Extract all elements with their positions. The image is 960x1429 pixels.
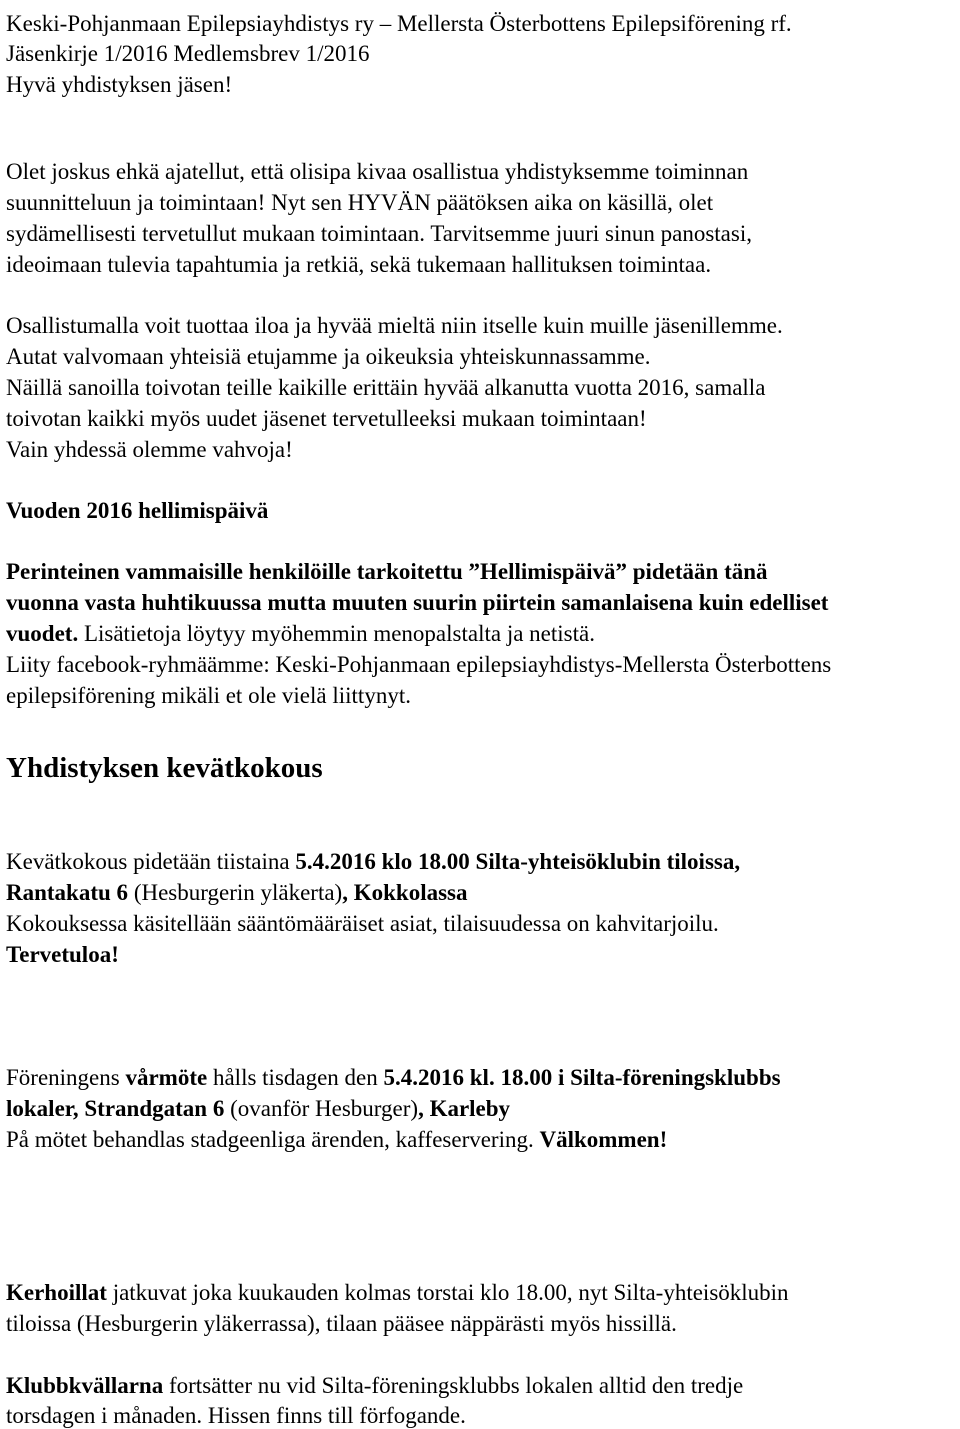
para2-line-4: toivotan kaikki myös uudet jäsenet tervetulleeksi mukaan toimintaan!: [6, 406, 647, 431]
varmote-word: vårmöte: [125, 1065, 208, 1090]
varmote-line-1: [6, 1066, 781, 1089]
kevatkokous-line-3: Kokouksessa käsitellään sääntömääräiset asiat, tilaisuudessa on kahvitarjoilu.: [6, 911, 719, 936]
varmote-city: , Karleby: [418, 1096, 511, 1121]
varmote-line-1-c: hålls tisdagen den: [207, 1065, 384, 1090]
para2-line-1: Osallistumalla voit tuottaa iloa ja hyvää mieltä niin itselle kuin muille jäsenillemme.: [6, 313, 783, 338]
kevatkokous-heading: Yhdistyksen kevätkokous: [6, 752, 323, 784]
issue-line: Jäsenkirje 1/2016 Medlemsbrev 1/2016: [6, 41, 370, 66]
klubbkvallarna-word: Klubbkvällarna: [6, 1373, 164, 1398]
intro-line-3: sydämellisesti tervetullut mukaan toimintaan. Tarvitsemme juuri sinun panostasi,: [6, 221, 752, 246]
kevatkokous-address: Rantakatu 6: [6, 880, 129, 905]
varmote-line-1-a: Föreningens: [6, 1065, 126, 1090]
kevatkokous-line-1: [6, 850, 740, 873]
varmote-line-2: [6, 1097, 510, 1120]
kerhoillat-line-1-b: jatkuvat joka kuukauden kolmas torstai klo 18.00, nyt Silta-yhteisöklubin: [106, 1280, 789, 1305]
intro-line-1: Olet joskus ehkä ajatellut, että olisipa kivaa osallistua yhdistyksemme toiminnan: [6, 159, 749, 184]
kevatkokous-welcome: Tervetuloa!: [6, 942, 119, 967]
varmote-address: lokaler, Strandgatan 6: [6, 1096, 225, 1121]
varmote-line-3-a: På mötet behandlas stadgeenliga ärenden, kaffeservering.: [6, 1127, 540, 1152]
kevatkokous-line-1-a: Kevätkokous pidetään tiistaina: [6, 849, 296, 874]
hellimispaiva-line-4: Liity facebook-ryhmäämme: Keski-Pohjanmaan epilepsiayhdistys-Mellersta Österbottens: [6, 652, 832, 677]
hellimispaiva-line-3-rest: Lisätietoja löytyy myöhemmin menopalstalta ja netistä.: [78, 621, 595, 646]
kevatkokous-city: , Kokkolassa: [342, 880, 468, 905]
varmote-line-3: [6, 1128, 667, 1151]
hellimispaiva-line-5: epilepsiförening mikäli et ole vielä liittynyt.: [6, 683, 411, 708]
varmote-line-1-d: 5.4.2016 kl. 18.00 i Silta-föreningsklubbs: [383, 1065, 781, 1090]
klubbkvallarna-line-1-b: fortsätter nu vid Silta-föreningsklubbs lokalen alltid den tredje: [163, 1373, 744, 1398]
hellimispaiva-line-1: Perinteinen vammaisille henkilöille tarkoitettu ”Hellimispäivä” pidetään tänä: [6, 559, 768, 584]
kevatkokous-line-1-b: 5.4.2016 klo 18.00 Silta-yhteisöklubin tiloissa,: [295, 849, 741, 874]
intro-line-4: ideoimaan tulevia tapahtumia ja retkiä, sekä tukemaan hallituksen toimintaa.: [6, 252, 712, 277]
varmote-line-2-b: (ovanför Hesburger): [224, 1096, 419, 1121]
kevatkokous-line-2: [6, 881, 467, 904]
klubbkvallarna-line-2: torsdagen i månaden. Hissen finns till förfogande.: [6, 1403, 466, 1428]
klubbkvallarna-line-1: [6, 1374, 743, 1397]
hellimispaiva-line-2: vuonna vasta huhtikuussa mutta muuten suurin piirtein samanlaisena kuin edelliset: [6, 590, 829, 615]
para2-line-2: Autat valvomaan yhteisiä etujamme ja oikeuksia yhteiskunnassamme.: [6, 344, 651, 369]
intro-line-2: suunnitteluun ja toimintaan! Nyt sen HYVÄN päätöksen aika on käsillä, olet: [6, 190, 714, 215]
kerhoillat-word: Kerhoillat: [6, 1280, 107, 1305]
hellimispaiva-heading: Vuoden 2016 hellimispäivä: [6, 498, 269, 523]
hellimispaiva-line-3-bold: vuodet.: [6, 621, 79, 646]
varmote-welcome: Välkommen!: [539, 1127, 668, 1152]
greeting: Hyvä yhdistyksen jäsen!: [6, 72, 233, 97]
kerhoillat-line-2: tiloissa (Hesburgerin yläkerrassa), tilaan pääsee näppärästi myös hissillä.: [6, 1311, 677, 1336]
kevatkokous-line-2-b: (Hesburgerin yläkerta): [128, 880, 343, 905]
org-header: Keski-Pohjanmaan Epilepsiayhdistys ry – Mellersta Österbottens Epilepsiförening rf.: [6, 11, 792, 36]
para2-line-5: Vain yhdessä olemme vahvoja!: [6, 437, 293, 462]
para2-line-3: Näillä sanoilla toivotan teille kaikille erittäin hyvää alkanutta vuotta 2016, samalla: [6, 375, 766, 400]
hellimispaiva-line-3: [6, 622, 595, 645]
kerhoillat-line-1: [6, 1281, 789, 1304]
